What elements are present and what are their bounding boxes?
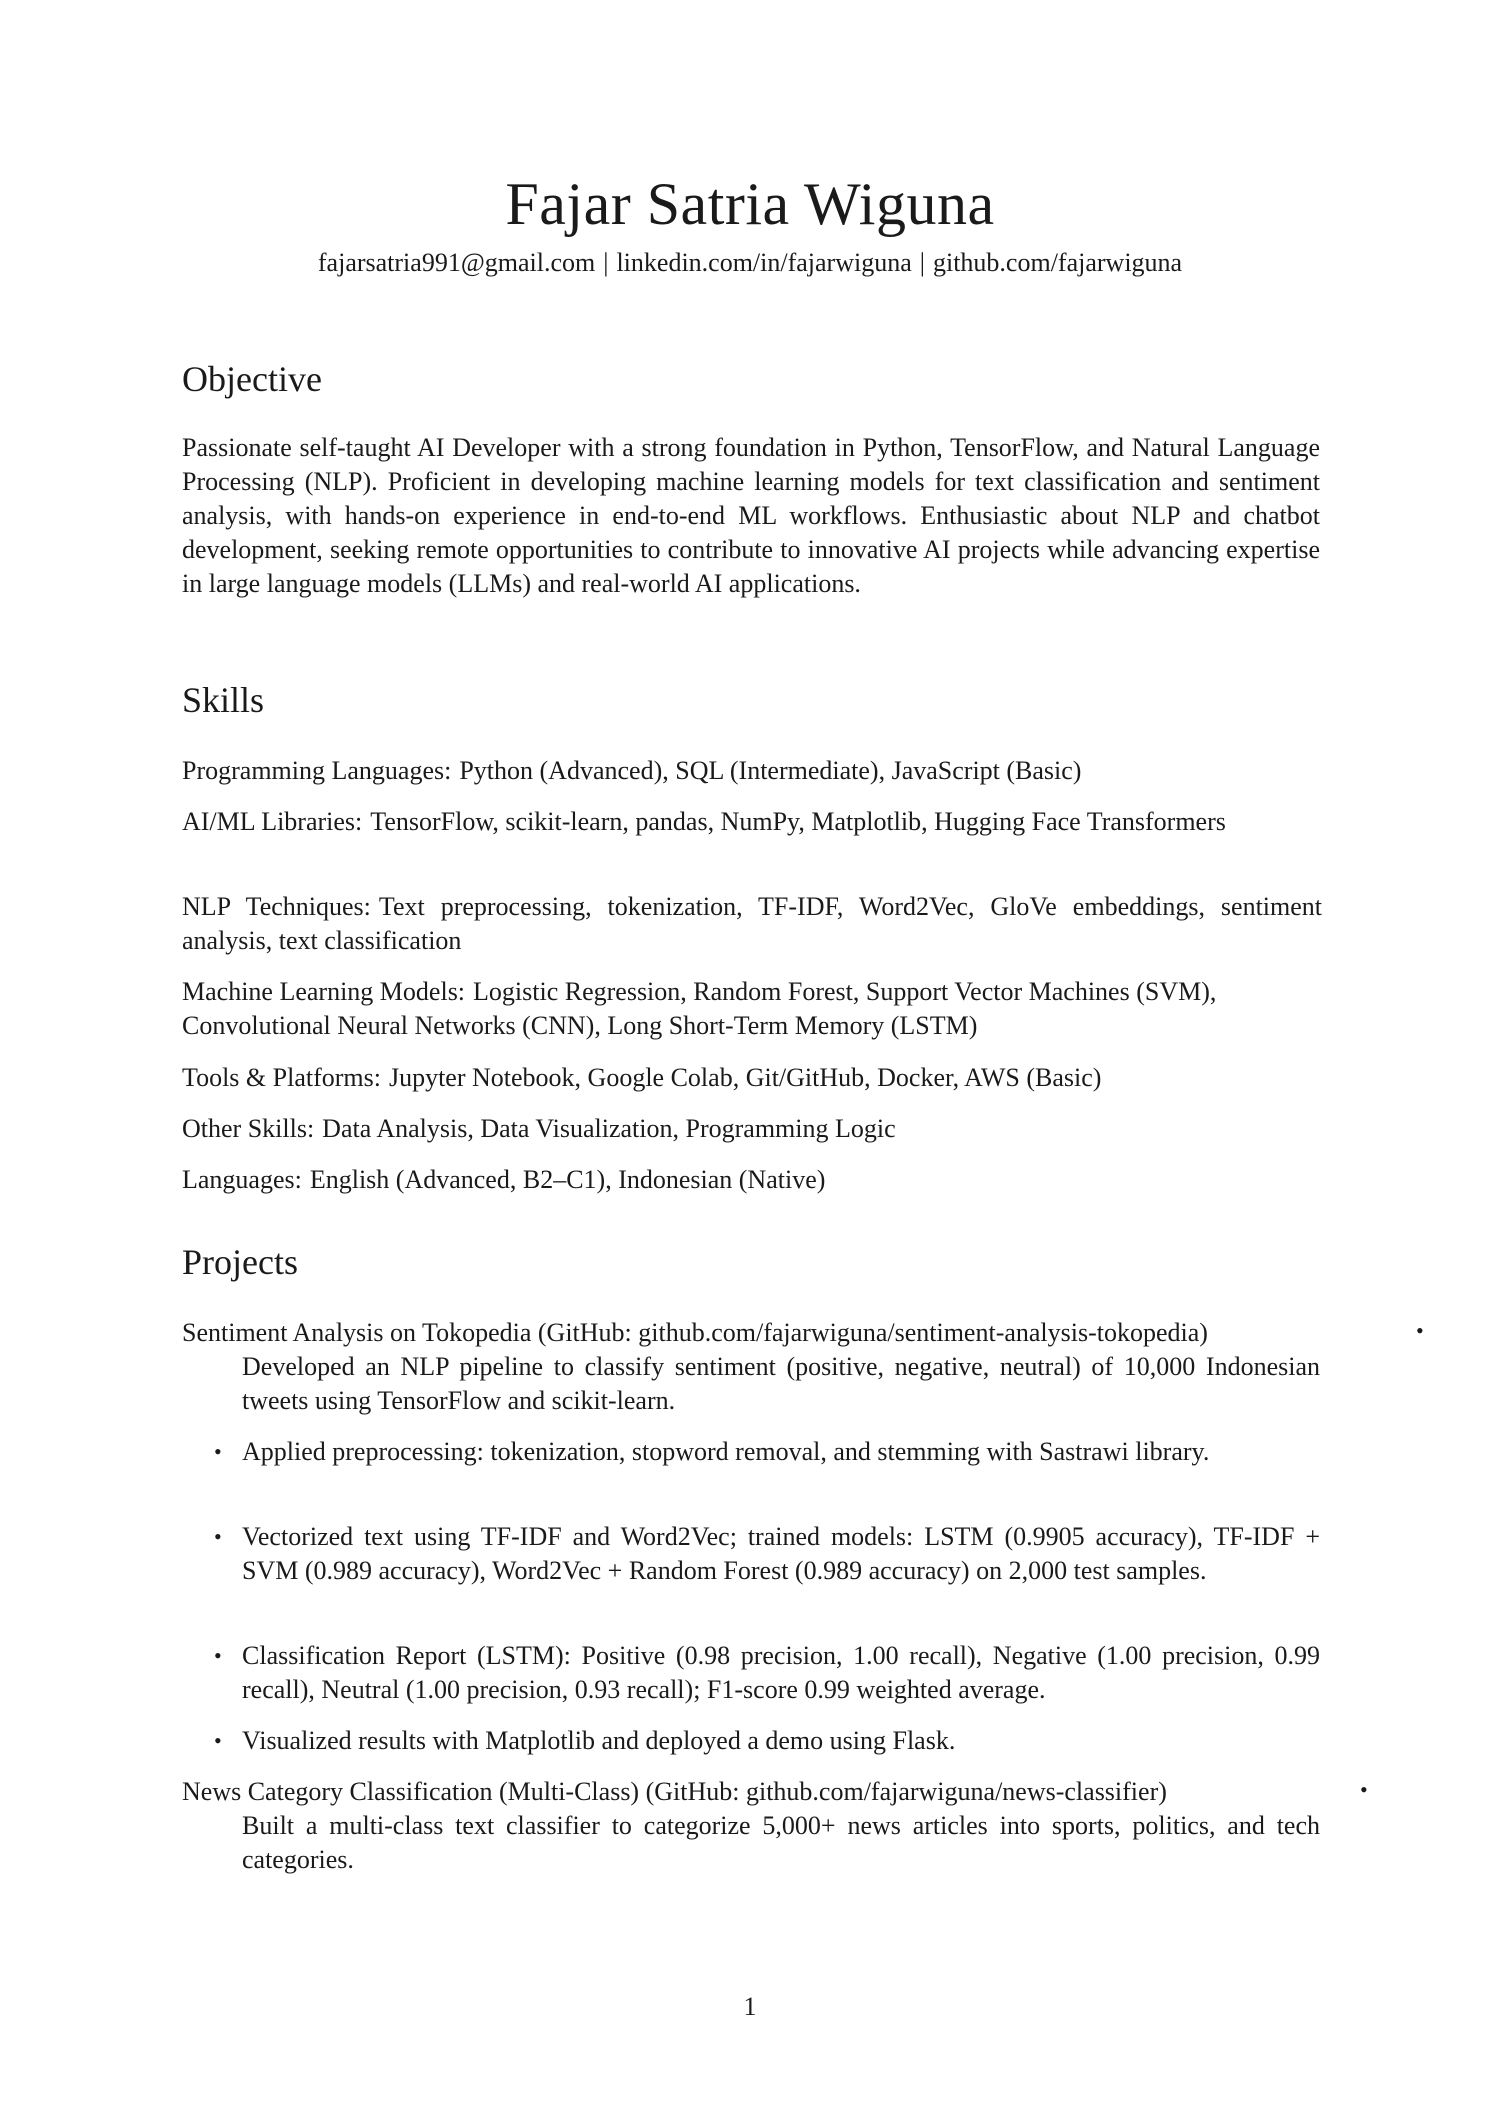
separator: |: [919, 248, 925, 277]
bullet-text: Classification Report (LSTM): Positive (0.98 precision, 1.00 recall), Negative (1.00 precision, 0.99 recall), Neutral (1.00 precision, 0.93 recall); F1-score 0.99 weighted average.: [242, 1641, 1320, 1704]
skill-value: English (Advanced, B2–C1), Indonesian (Native): [309, 1165, 826, 1194]
page-number: 1: [743, 1992, 757, 2021]
skill-nlp-techniques: [182, 890, 1322, 958]
bullet-text: Applied preprocessing: tokenization, stopword removal, and stemming with Sastrawi library.: [242, 1437, 1210, 1466]
bullet-icon: •: [214, 1524, 222, 1549]
skill-ml-models: [182, 975, 1342, 1043]
candidate-name: Fajar Satria Wiguna: [505, 171, 995, 237]
github-link[interactable]: github.com/fajarwiguna: [932, 248, 1183, 277]
objective-text: Passionate self-taught AI Developer with a strong foundation in Python, TensorFlow, and Natural Language Processing (NLP). Proficient in developing machine learning models for text classification and sentiment analysis, with hands-on experience in end-to-end ML workflows. Enthusiastic about NLP and chatbot development, seeking remote opportunities to contribute to innovative AI projects while advancing expertise in large language models (LLMs) and real-world AI applications.: [182, 433, 1320, 598]
skill-value: Data Analysis, Data Visualization, Programming Logic: [322, 1114, 896, 1143]
project-bullet: [214, 1724, 1320, 1758]
skill-languages: [182, 1163, 1342, 1197]
project-title: Sentiment Analysis on Tokopedia (GitHub: github.com/fajarwiguna/sentiment-analysis-tokopedia): [182, 1318, 1208, 1347]
linkedin-link[interactable]: linkedin.com/in/fajarwiguna: [616, 248, 912, 277]
section-title-projects: Projects: [182, 1242, 298, 1282]
bullet-text: Vectorized text using TF-IDF and Word2Vec; trained models: LSTM (0.9905 accuracy), TF-IDF + SVM (0.989 accuracy), Word2Vec + Random Forest (0.989 accuracy) on 2,000 test samples.: [242, 1522, 1320, 1585]
skill-value: Python (Advanced), SQL (Intermediate), JavaScript (Basic): [459, 756, 1082, 785]
bullet-icon: •: [214, 1439, 222, 1464]
skill-label: Machine Learning Models:: [182, 977, 466, 1006]
skill-value: Text preprocessing, tokenization, TF-IDF, Word2Vec, GloVe embeddings, sentiment analysis, text classification: [182, 892, 1322, 955]
project-bullet: [214, 1639, 1320, 1707]
section-title-skills: Skills: [182, 680, 265, 720]
bullet-icon: •: [214, 1728, 222, 1753]
project-bullet: [214, 1520, 1320, 1588]
skill-value: Logistic Regression, Random Forest, Support Vector Machines (SVM), Convolutional Neural Networks (CNN), Long Short-Term Memory (LSTM): [182, 977, 1217, 1040]
email-link[interactable]: fajarsatria991@gmail.com: [317, 248, 596, 277]
skill-other: [182, 1112, 1342, 1146]
skill-label: Languages:: [182, 1165, 302, 1194]
skill-ai-ml-libraries: [182, 805, 1322, 839]
skill-label: Programming Languages:: [182, 756, 452, 785]
bullet-icon: •: [214, 1643, 222, 1668]
separator: |: [603, 248, 609, 277]
skill-label: Tools & Platforms:: [182, 1063, 381, 1092]
skill-programming-languages: [182, 754, 1342, 788]
project-description: Built a multi-class text classifier to categorize 5,000+ news articles into sports, politics, and tech categories.: [242, 1811, 1320, 1874]
skill-value: Jupyter Notebook, Google Colab, Git/GitHub, Docker, AWS (Basic): [388, 1063, 1102, 1092]
project-description: Developed an NLP pipeline to classify sentiment (positive, negative, neutral) of 10,000 Indonesian tweets using TensorFlow and scikit-learn.: [242, 1352, 1320, 1415]
section-title-objective: Objective: [182, 359, 322, 399]
bullet-icon: •: [1416, 1318, 1424, 1343]
contact-line: [0, 248, 1500, 278]
bullet-text: Visualized results with Matplotlib and deployed a demo using Flask.: [242, 1726, 956, 1755]
skill-label: NLP Techniques:: [182, 892, 371, 921]
skill-tools-platforms: [182, 1061, 1342, 1095]
bullet-icon: •: [1360, 1777, 1368, 1802]
skill-value: TensorFlow, scikit-learn, pandas, NumPy, Matplotlib, Hugging Face Transformers: [370, 807, 1226, 836]
skill-label: Other Skills:: [182, 1114, 315, 1143]
project-title: News Category Classification (Multi-Class) (GitHub: github.com/fajarwiguna/news-classifier): [182, 1777, 1167, 1806]
project-bullet: [214, 1435, 1320, 1469]
skill-label: AI/ML Libraries:: [182, 807, 363, 836]
